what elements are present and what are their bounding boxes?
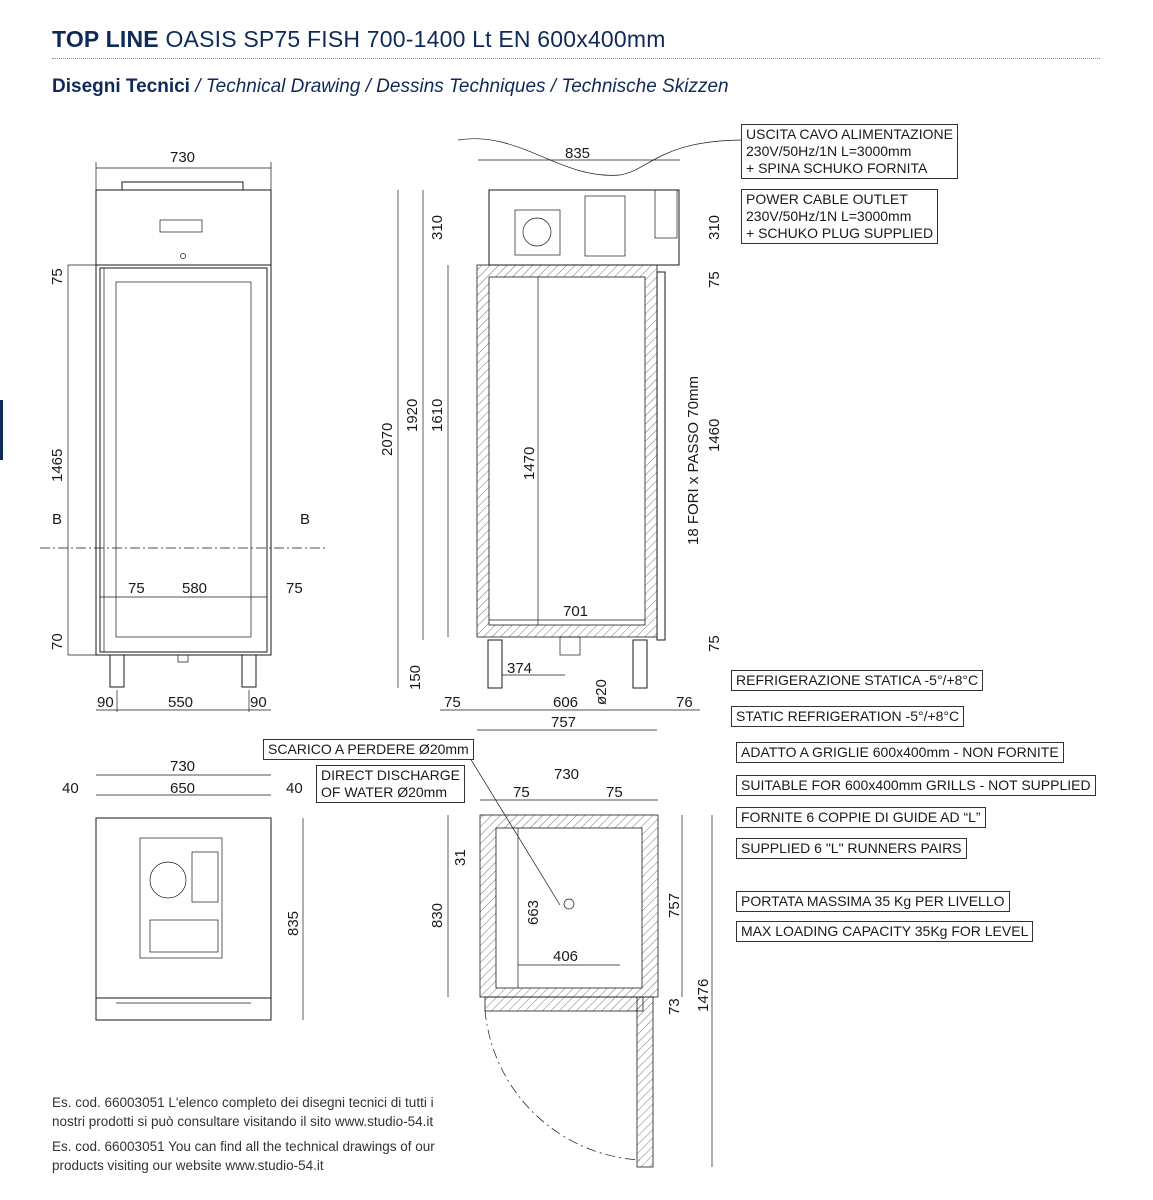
- dim-side-1610: 1610: [429, 398, 446, 432]
- note-line: OF WATER Ø20mm: [321, 784, 447, 800]
- note-load-english: MAX LOADING CAPACITY 35Kg FOR LEVEL: [736, 921, 1033, 942]
- dim-section-757: 757: [666, 892, 683, 918]
- footer-line: nostri prodotti si può consultare visitando il sito www.studio-54.it: [52, 1114, 434, 1129]
- dim-section-663: 663: [525, 899, 542, 925]
- dim-side-701: 701: [563, 603, 589, 620]
- top-condenser: [192, 852, 218, 902]
- note-grills-english: SUITABLE FOR 600x400mm GRILLS - NOT SUPPLIED: [736, 775, 1096, 796]
- dim-side-606: 606: [553, 694, 579, 711]
- note-runners-english: SUPPLIED 6 "L" RUNNERS PAIRS: [736, 838, 967, 859]
- section-label-right: B: [300, 511, 311, 528]
- dim-side-76: 76: [676, 694, 693, 711]
- front-foot-left: [110, 655, 124, 687]
- section-door-open: [637, 997, 653, 1167]
- dim-side-75b: 75: [706, 635, 723, 652]
- top-compressor: [150, 862, 186, 898]
- note-grills-italian: ADATTO A GRIGLIE 600x400mm - NON FORNITE: [736, 742, 1064, 763]
- dim-front-75b: 75: [286, 580, 303, 597]
- dim-section-31: 31: [452, 849, 469, 866]
- note-refrigeration-italian: REFRIGERAZIONE STATICA -5°/+8°C: [731, 670, 983, 691]
- dim-top-650: 650: [170, 780, 196, 797]
- side-foot-left: [488, 640, 502, 688]
- front-handle-top: [122, 182, 243, 190]
- title-brand: TOP LINE: [52, 26, 159, 52]
- note-line: + SPINA SCHUKO FORNITA: [746, 160, 928, 176]
- footer-english: [52, 1137, 435, 1175]
- dim-section-75a: 75: [513, 784, 530, 801]
- dim-top-40a: 40: [62, 780, 79, 797]
- dim-top-width: 730: [170, 758, 196, 775]
- front-drain: [178, 655, 188, 662]
- dim-front-1465: 1465: [49, 448, 66, 482]
- top-fan: [150, 920, 218, 952]
- note-cable-italian: [741, 124, 958, 179]
- dim-top-40b: 40: [286, 780, 303, 797]
- note-discharge-english: [316, 765, 465, 803]
- note-line: 230V/50Hz/1N L=3000mm: [746, 208, 912, 224]
- dim-side-runners: 18 FORI x PASSO 70mm: [685, 376, 702, 545]
- dim-side-310: 310: [429, 214, 446, 240]
- top-cabinet-outline: [96, 818, 271, 1020]
- dim-side-374: 374: [507, 660, 533, 677]
- dim-front-75a: 75: [128, 580, 145, 597]
- footer-line: Es. cod. 66003051 L'elenco completo dei disegni tecnici di tutti i: [52, 1095, 434, 1110]
- note-line: POWER CABLE OUTLET: [746, 191, 908, 207]
- side-cabinet-interior: [489, 277, 645, 625]
- section-label-left: B: [52, 511, 63, 528]
- dim-front-90a: 90: [97, 694, 114, 711]
- dim-side-depth: 835: [565, 145, 591, 162]
- section-door-panel: [485, 997, 643, 1011]
- side-drain: [560, 637, 580, 655]
- note-line: + SCHUKO PLUG SUPPLIED: [746, 225, 934, 241]
- dim-section-1476: 1476: [695, 978, 712, 1012]
- dim-front-580: 580: [182, 580, 208, 597]
- lock-icon: [181, 254, 186, 259]
- dim-side-1920: 1920: [404, 398, 421, 432]
- note-runners-italian: FORNITE 6 COPPIE DI GUIDE AD “L”: [736, 807, 986, 828]
- top-unit-frame: [140, 838, 222, 958]
- footer-line: Es. cod. 66003051 You can find all the technical drawings of our: [52, 1139, 435, 1154]
- dim-side-150: 150: [407, 664, 424, 690]
- dim-section-73: 73: [666, 998, 683, 1015]
- front-foot-right: [242, 655, 256, 687]
- footer-line: products visiting our website www.studio-54.it: [52, 1158, 324, 1173]
- dim-side-75: 75: [444, 694, 461, 711]
- note-line: DIRECT DISCHARGE: [321, 767, 460, 783]
- dim-front-70: 70: [49, 633, 66, 650]
- note-discharge-italian: SCARICO A PERDERE Ø20mm: [263, 739, 474, 760]
- dim-section-730: 730: [554, 766, 580, 783]
- dim-side-1470: 1470: [521, 446, 538, 480]
- footer-italian: [52, 1093, 434, 1131]
- side-view: [379, 139, 745, 731]
- subtitle-translations: / Technical Drawing / Dessins Techniques / Technische Skizzen: [195, 76, 729, 97]
- side-door: [657, 272, 665, 640]
- dim-top-835: 835: [285, 910, 302, 936]
- condenser-fan: [585, 196, 625, 256]
- dim-section-830: 830: [429, 902, 446, 928]
- electric-box: [655, 190, 677, 238]
- section-view: [429, 758, 712, 1167]
- dim-front-75: 75: [49, 268, 66, 285]
- dim-section-75b: 75: [606, 784, 623, 801]
- side-foot-right: [633, 640, 647, 688]
- dim-front-width: 730: [170, 149, 196, 166]
- top-view: [62, 758, 303, 1020]
- dim-front-550: 550: [168, 694, 194, 711]
- note-line: USCITA CAVO ALIMENTAZIONE: [746, 126, 953, 142]
- title-model: OASIS SP75 FISH 700-1400 Lt EN 600x400mm: [165, 26, 666, 52]
- dim-side-d20: ø20: [593, 679, 610, 705]
- door-swing-arc: [485, 1010, 640, 1160]
- compressor: [515, 210, 560, 255]
- compressor-compartment: [489, 190, 679, 265]
- dim-side-757: 757: [551, 714, 577, 731]
- note-cable-english: [741, 189, 938, 244]
- dim-side-1460: 1460: [706, 418, 723, 452]
- dim-side-2070: 2070: [379, 422, 396, 456]
- power-cable: [458, 139, 745, 176]
- note-line: 230V/50Hz/1N L=3000mm: [746, 143, 912, 159]
- dim-front-90b: 90: [250, 694, 267, 711]
- dim-side-310b: 310: [706, 214, 723, 240]
- dim-side-75a: 75: [706, 271, 723, 288]
- note-load-italian: PORTATA MASSIMA 35 Kg PER LIVELLO: [736, 891, 1010, 912]
- compressor-motor: [523, 218, 551, 246]
- control-panel: [160, 220, 202, 232]
- front-view: [40, 149, 325, 712]
- note-refrigeration-english: STATIC REFRIGERATION -5°/+8°C: [731, 706, 964, 727]
- subtitle-italian: Disegni Tecnici: [52, 76, 190, 97]
- dim-section-406: 406: [553, 948, 579, 965]
